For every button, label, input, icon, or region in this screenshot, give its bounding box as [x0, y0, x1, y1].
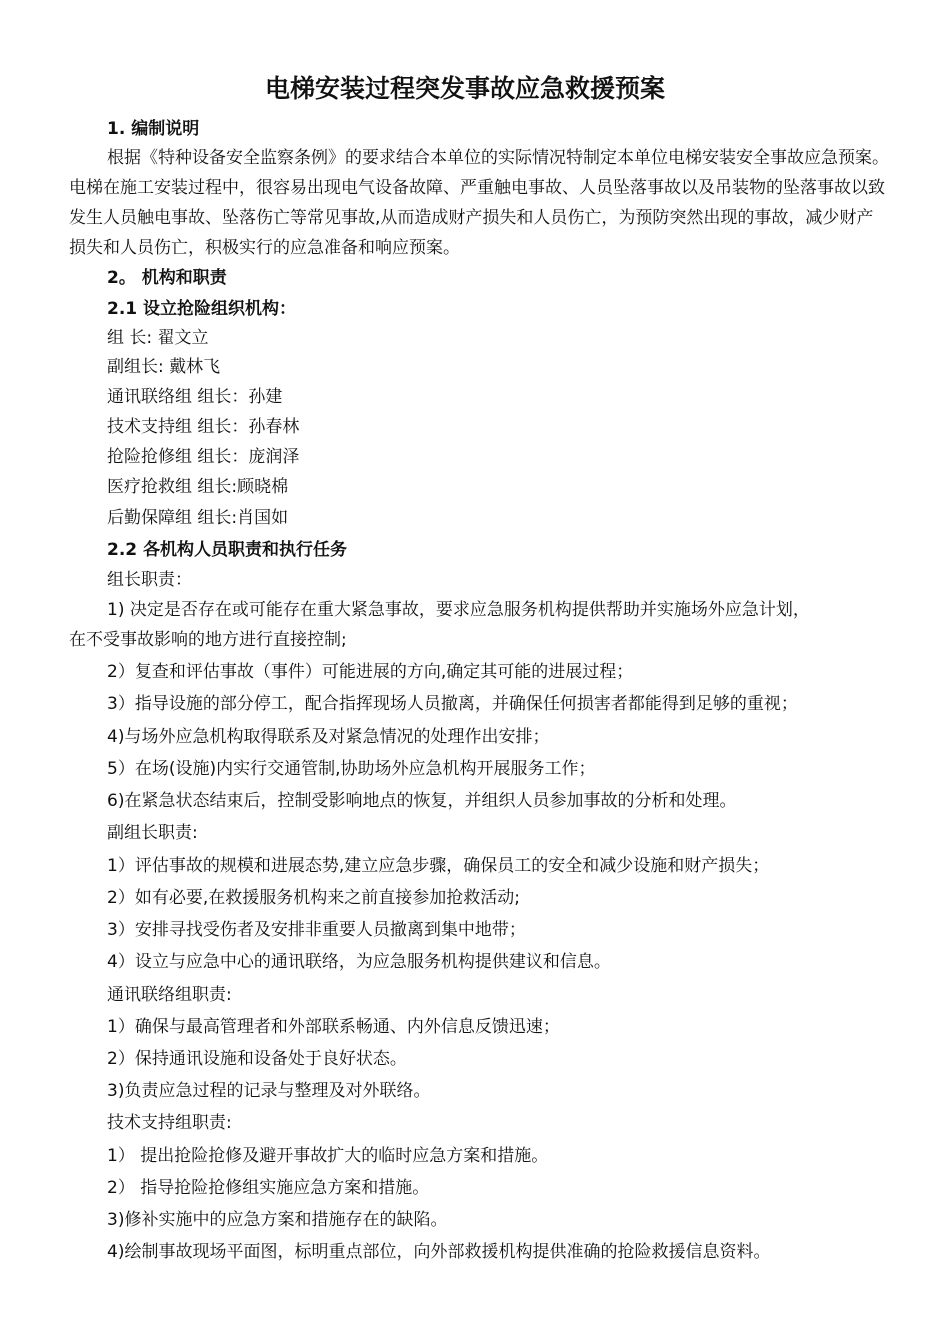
- deputy-duty-4: 4）设立与应急中心的通讯联络，为应急服务机构提供建议和信息。: [107, 952, 611, 972]
- org-member-deputy: 副组长: 戴林飞: [107, 357, 221, 377]
- org-member-leader: 组 长: 翟文立: [107, 328, 209, 348]
- document-title: 电梯安装过程突发事故应急救援预案: [264, 74, 665, 103]
- tech-duty-3: 3)修补实施中的应急方案和措施存在的缺陷。: [107, 1210, 448, 1230]
- deputy-duties-heading: 副组长职责:: [107, 823, 198, 843]
- leader-duties-heading: 组长职责：: [107, 570, 192, 590]
- org-member-comm: 通讯联络组 组长：孙建: [107, 387, 283, 407]
- deputy-duty-1: 1）评估事故的规模和进展态势,建立应急步骤，确保员工的安全和减少设施和财产损失；: [107, 856, 770, 876]
- tech-duty-1: 1） 提出抢险抢修及避开事故扩大的临时应急方案和措施。: [107, 1146, 549, 1166]
- leader-duty-1: 1) 决定是否存在或可能存在重大紧急事故，要求应急服务机构提供帮助并实施场外应急计划，: [107, 600, 810, 620]
- comm-duties-heading: 通讯联络组职责:: [107, 985, 232, 1005]
- comm-duty-2: 2）保持通讯设施和设备处于良好状态。: [107, 1049, 407, 1069]
- org-member-medical: 医疗抢救组 组长:顾晓棉: [107, 477, 289, 497]
- org-member-repair: 抢险抢修组 组长：庞润泽: [107, 447, 300, 467]
- comm-duty-1: 1）确保与最高管理者和外部联系畅通、内外信息反馈迅速；: [107, 1017, 560, 1037]
- section1-body: 根据《特种设备安全监察条例》的要求结合本单位的实际情况特制定本单位电梯安装安全事故应急预案。电梯在施工安装过程中，很容易出现电气设备故障、严重触电事故、人员坠落事故以及吊装物的坠落事故以致发生人员触电事故、坠落伤亡等常见事故,从而造成财产损失和人员伤亡，为预防突然出现的事故，减少财产损失和人员伤亡，积极实行的应急准备和响应预案。: [69, 148, 889, 258]
- section1-heading: 1. 编制说明: [107, 119, 200, 139]
- comm-duty-3: 3)负责应急过程的记录与整理及对外联络。: [107, 1081, 431, 1101]
- section2-heading: 2。 机构和职责: [107, 268, 227, 288]
- leader-duty-5: 5）在场(设施)内实行交通管制,协助场外应急机构开展服务工作；: [107, 759, 596, 779]
- leader-duty-1-cont: 在不受事故影响的地方进行直接控制;: [69, 630, 347, 650]
- org-member-logistics: 后勤保障组 组长:肖国如: [107, 508, 289, 528]
- section2-2-heading: 2.2 各机构人员职责和执行任务: [107, 540, 348, 560]
- leader-duty-3: 3）指导设施的部分停工，配合指挥现场人员撤离，并确保任何损害者都能得到足够的重视；: [107, 694, 798, 714]
- tech-duty-2: 2） 指导抢险抢修组实施应急方案和措施。: [107, 1178, 430, 1198]
- deputy-duty-2: 2）如有必要,在救援服务机构来之前直接参加抢救活动;: [107, 888, 520, 908]
- deputy-duty-3: 3）安排寻找受伤者及安排非重要人员撤离到集中地带；: [107, 920, 526, 940]
- section2-1-heading: 2.1 设立抢险组织机构：: [107, 299, 297, 319]
- leader-duty-2: 2）复查和评估事故（事件）可能进展的方向,确定其可能的进展过程；: [107, 662, 634, 682]
- leader-duty-6: 6)在紧急状态结束后，控制受影响地点的恢复，并组织人员参加事故的分析和处理。: [107, 791, 737, 811]
- org-member-tech: 技术支持组 组长：孙春林: [107, 417, 300, 437]
- tech-duties-heading: 技术支持组职责:: [107, 1113, 232, 1133]
- tech-duty-4: 4)绘制事故现场平面图，标明重点部位，向外部救援机构提供准确的抢险救援信息资料。: [107, 1242, 771, 1262]
- leader-duty-4: 4)与场外应急机构取得联系及对紧急情况的处理作出安排；: [107, 727, 550, 747]
